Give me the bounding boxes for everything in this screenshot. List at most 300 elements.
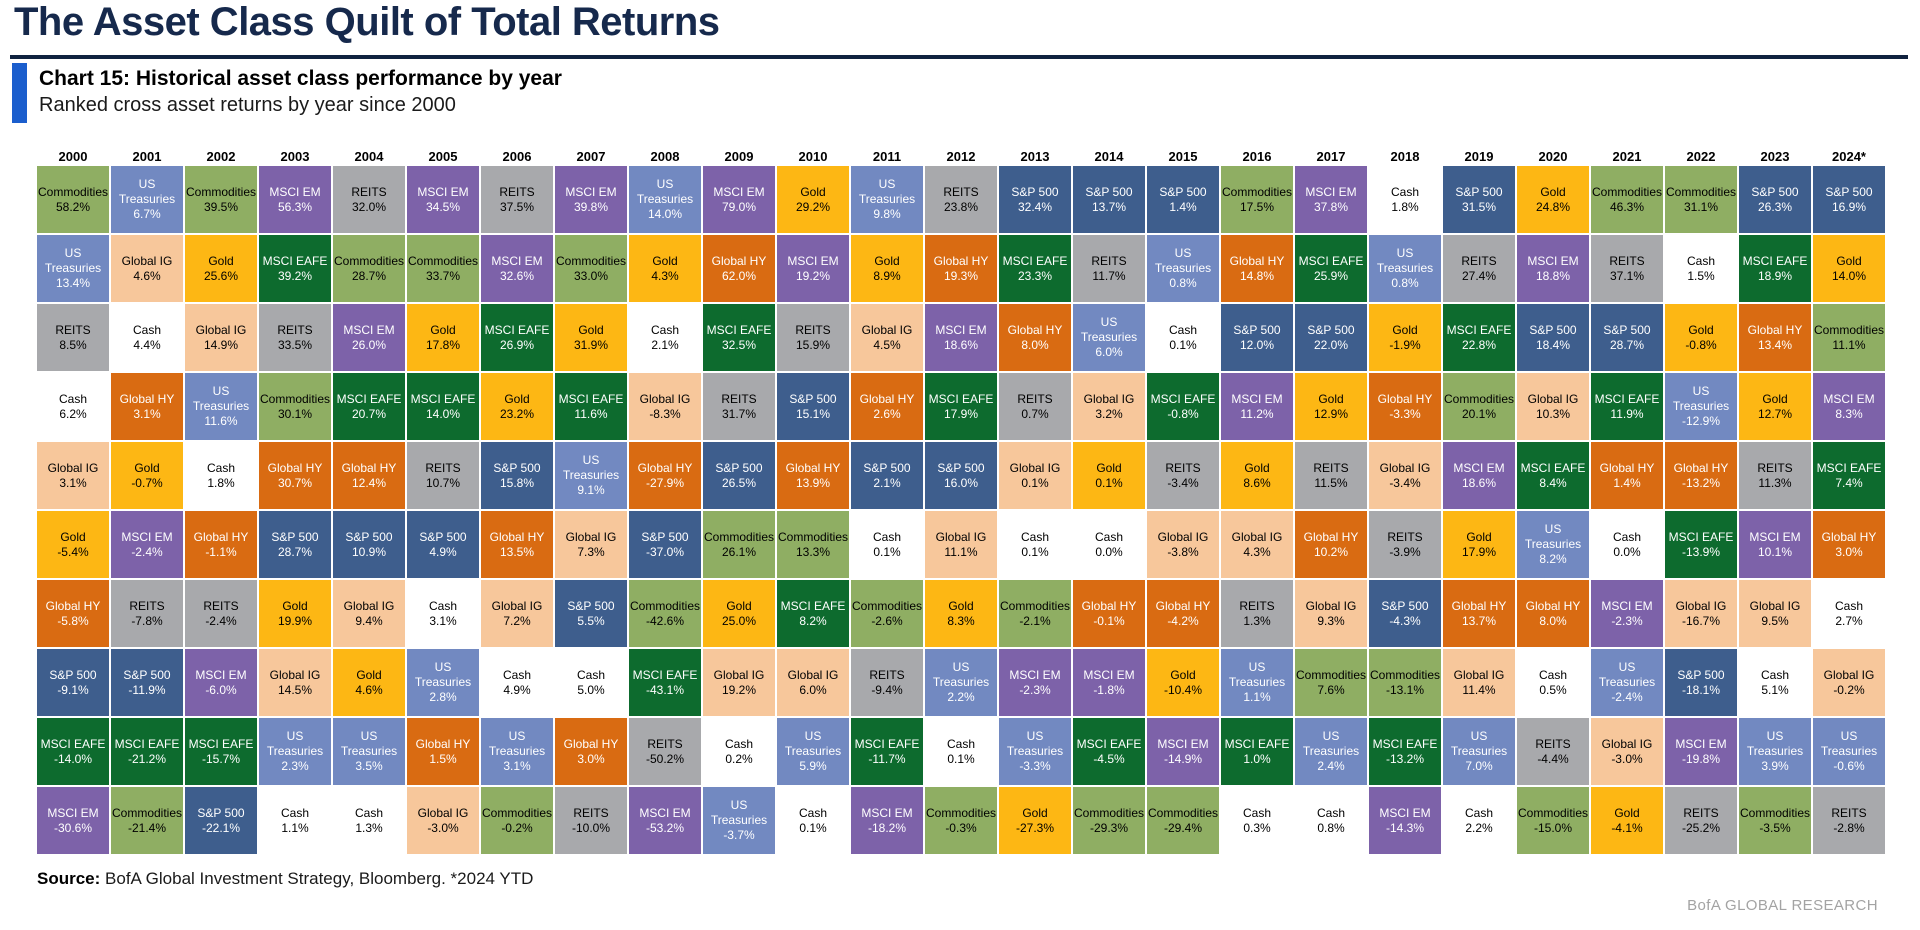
asset-name: Commodities [1443,391,1515,406]
asset-return: 10.9% [351,544,387,559]
asset-name: MSCI EAFE [1298,253,1364,268]
year-label: 2007 [576,149,606,164]
year-label: 2020 [1538,149,1568,164]
quilt-cell [999,787,1071,854]
asset-return: 23.2% [499,406,535,421]
asset-name: Commodities [185,184,257,199]
asset-return: -2.4% [131,544,163,559]
asset-return: -4.5% [1093,751,1125,766]
asset-name: MSCI EAFE [1002,253,1068,268]
asset-name: Global IG [1823,667,1875,682]
quilt-cell [407,373,479,440]
quilt-cell [851,649,923,716]
asset-name: Global IG [417,805,469,820]
asset-return: 18.9% [1757,268,1793,283]
asset-name: US Treasuries [44,246,102,275]
asset-return: -1.1% [205,544,237,559]
asset-return: 32.5% [721,337,757,352]
asset-return: 9.3% [1317,613,1345,628]
asset-return: -7.8% [131,613,163,628]
asset-return: 31.1% [1683,199,1719,214]
asset-name: Gold [356,667,382,682]
asset-name: S&P 500 [863,460,911,475]
quilt-cell [1739,166,1811,233]
asset-name: Gold [1614,805,1640,820]
quilt-cell [777,718,849,785]
asset-name: Commodities [1591,184,1663,199]
asset-return: -2.4% [205,613,237,628]
asset-name: Cash [206,460,235,475]
quilt-cell [851,235,923,302]
asset-name: Global IG [1453,667,1505,682]
asset-name: US Treasuries [784,729,842,758]
asset-name: Gold [1688,322,1714,337]
asset-name: S&P 500 [1603,322,1651,337]
asset-return: 11.4% [1462,682,1496,697]
asset-name: REITS [425,460,461,475]
quilt-cell [1517,649,1589,716]
year-label: 2015 [1168,149,1198,164]
asset-name: S&P 500 [1455,184,1503,199]
asset-name: S&P 500 [1233,322,1281,337]
asset-return: -5.4% [57,544,89,559]
asset-name: S&P 500 [271,529,319,544]
asset-name: REITS [869,667,905,682]
year-label: 2014 [1094,149,1124,164]
asset-name: Cash [1242,805,1271,820]
asset-name: MSCI EM [343,322,395,337]
asset-name: Commodities [1073,805,1145,820]
quilt-cell [1517,235,1589,302]
asset-name: REITS [129,598,165,613]
quilt-cell [259,649,331,716]
quilt-cell [185,718,257,785]
asset-name: Commodities [1147,805,1219,820]
asset-return: 5.0% [577,682,605,697]
year-label: 2001 [132,149,162,164]
asset-name: MSCI EM [1527,253,1579,268]
asset-return: -13.1% [1385,682,1425,697]
asset-name: Commodities [999,598,1071,613]
asset-return: 37.5% [499,199,535,214]
asset-return: -2.3% [1019,682,1051,697]
asset-name: Cash [1020,529,1049,544]
asset-name: Gold [1540,184,1566,199]
quilt-cell [1443,580,1515,647]
asset-return: 24.8% [1535,199,1571,214]
quilt-cell [925,235,997,302]
asset-return: -0.6% [1833,759,1865,773]
asset-return: 5.1% [1761,682,1789,697]
asset-name: Cash [1390,184,1419,199]
quilt-cell [851,304,923,371]
asset-name: Global HY [1303,529,1359,544]
asset-name: Global HY [341,460,397,475]
asset-return: 14.9% [203,337,239,352]
asset-name: S&P 500 [1307,322,1355,337]
quilt-cell [1665,304,1737,371]
asset-name: Cash [946,736,975,751]
asset-return: 32.4% [1017,199,1053,214]
quilt-cell [703,787,775,854]
quilt-cell [851,718,923,785]
quilt-cell [629,304,701,371]
quilt-cell [1147,235,1219,302]
quilt-cell [333,787,405,854]
asset-return: 46.3% [1609,199,1645,214]
quilt-cell [999,235,1071,302]
quilt-cell [1443,718,1515,785]
asset-return: 0.7% [1021,406,1049,421]
asset-return: 0.1% [1021,544,1049,559]
asset-name: Global HY [1081,598,1137,613]
asset-return: 15.1% [795,406,831,421]
asset-return: 4.3% [1243,544,1271,559]
asset-return: -27.9% [645,475,685,490]
asset-name: MSCI EAFE [188,736,254,751]
quilt-cell [407,442,479,509]
asset-return: 0.8% [1169,276,1197,290]
asset-return: 16.9% [1831,199,1867,214]
chart-header [12,63,562,123]
asset-return: 19.3% [943,268,979,283]
quilt-cell [1295,787,1367,854]
asset-name: S&P 500 [1011,184,1059,199]
asset-return: 19.2% [721,682,757,697]
asset-name: REITS [1535,736,1571,751]
asset-name: US Treasuries [932,660,990,689]
asset-return: 2.1% [651,337,679,352]
quilt-cell [777,166,849,233]
asset-name: REITS [1017,391,1053,406]
asset-name: Global IG [47,460,99,475]
asset-name: Cash [576,667,605,682]
asset-name: US Treasuries [192,384,250,413]
asset-name: Cash [650,322,679,337]
asset-name: US Treasuries [1154,246,1212,275]
quilt-cell [1073,166,1145,233]
asset-name: Gold [1022,805,1048,820]
asset-name: S&P 500 [1381,598,1429,613]
asset-name: Global IG [1231,529,1283,544]
quilt-cell [703,580,775,647]
quilt-cell [1665,373,1737,440]
quilt-cell [1443,304,1515,371]
asset-return: 12.7% [1757,406,1793,421]
quilt-cell [851,166,923,233]
asset-name: REITS [1609,253,1645,268]
asset-name: US Treasuries [1006,729,1064,758]
asset-return: -4.2% [1167,613,1199,628]
asset-return: -3.3% [1389,406,1421,421]
quilt-cell [703,649,775,716]
asset-name: MSCI EM [1379,805,1431,820]
year-label: 2013 [1020,149,1050,164]
asset-return: 5.9% [799,759,827,773]
asset-name: Commodities [1739,805,1811,820]
quilt-cell [1813,235,1885,302]
quilt-cell [851,442,923,509]
asset-name: REITS [647,736,683,751]
quilt-cell [407,166,479,233]
quilt-cell [925,649,997,716]
asset-return: 30.7% [277,475,313,490]
quilt-cell [777,511,849,578]
asset-return: 2.6% [873,406,901,421]
asset-return: 3.1% [133,406,161,421]
quilt-cell [555,304,627,371]
asset-return: -21.4% [127,820,167,835]
asset-name: Global HY [415,736,471,751]
asset-name: MSCI EM [713,184,765,199]
asset-name: Commodities [851,598,923,613]
quilt-cell [37,166,109,233]
asset-return: 10.3% [1535,406,1571,421]
asset-name: MSCI EM [491,253,543,268]
quilt-cell [407,304,479,371]
asset-return: 33.0% [573,268,609,283]
quilt-cell [925,787,997,854]
asset-name: REITS [943,184,979,199]
quilt-cell [37,235,109,302]
asset-return: 22.0% [1313,337,1349,352]
asset-return: 26.0% [351,337,387,352]
asset-name: Global IG [1527,391,1579,406]
quilt-cell [1517,166,1589,233]
quilt-cell [37,649,109,716]
asset-return: -6.0% [205,682,237,697]
asset-name: MSCI EAFE [928,391,994,406]
asset-return: 2.8% [429,690,457,704]
asset-return: -3.0% [1611,751,1643,766]
quilt-cell [629,442,701,509]
source-text: BofA Global Investment Strategy, Bloomberg. *2024 YTD [100,869,534,888]
quilt-cell [777,373,849,440]
asset-return: 10.7% [425,475,461,490]
quilt-cell [1813,718,1885,785]
asset-name: Cash [1464,805,1493,820]
asset-name: Gold [578,322,604,337]
quilt-cell [37,511,109,578]
asset-name: Gold [948,598,974,613]
asset-name: REITS [795,322,831,337]
asset-name: US Treasuries [118,177,176,206]
quilt-cell [1147,787,1219,854]
asset-name: US Treasuries [1672,384,1730,413]
asset-return: -9.4% [871,682,903,697]
quilt-cell [1813,304,1885,371]
quilt-cell [1813,580,1885,647]
quilt-cell [555,580,627,647]
asset-name: Gold [430,322,456,337]
asset-return: -15.0% [1533,820,1573,835]
asset-return: -19.8% [1681,751,1721,766]
asset-name: MSCI EAFE [1668,529,1734,544]
asset-return: 56.3% [277,199,313,214]
quilt-cell [851,787,923,854]
asset-name: Commodities [1665,184,1737,199]
quilt-cell [1665,787,1737,854]
asset-name: REITS [573,805,609,820]
asset-return: -53.2% [645,820,685,835]
asset-name: Global IG [1601,736,1653,751]
quilt-cell [1665,649,1737,716]
quilt-cell [259,442,331,509]
asset-name: Cash [1834,598,1863,613]
asset-name: Commodities [1369,667,1441,682]
quilt-cell [1369,580,1441,647]
asset-return: 11.6% [204,414,238,428]
quilt-cell [851,580,923,647]
chart-label: Chart 15: Historical asset class performance by year [39,67,562,90]
asset-name: US Treasuries [1524,522,1582,551]
quilt-cell [1739,649,1811,716]
asset-name: Global IG [1083,391,1135,406]
asset-return: -3.4% [1167,475,1199,490]
asset-return: 1.4% [1169,199,1197,214]
asset-name: REITS [499,184,535,199]
asset-return: 4.9% [503,682,531,697]
quilt-cell [629,373,701,440]
asset-name: MSCI EM [1305,184,1357,199]
asset-return: 6.0% [799,682,827,697]
quilt-cell [1517,304,1589,371]
asset-name: S&P 500 [1825,184,1873,199]
asset-return: 26.5% [721,475,757,490]
asset-return: 8.3% [947,613,975,628]
asset-return: 10.1% [1757,544,1793,559]
asset-return: -14.3% [1385,820,1425,835]
asset-name: Global HY [489,529,545,544]
year-label: 2002 [206,149,236,164]
quilt-cell [111,787,183,854]
asset-name: S&P 500 [1677,667,1725,682]
asset-name: Gold [208,253,234,268]
asset-return: 8.6% [1243,475,1271,490]
asset-name: Global IG [713,667,765,682]
asset-return: -16.7% [1681,613,1721,628]
quilt-cell [629,580,701,647]
quilt-cell [777,649,849,716]
asset-name: Global IG [787,667,839,682]
asset-name: REITS [1757,460,1793,475]
quilt-cell [1813,649,1885,716]
asset-return: 33.7% [425,268,461,283]
quilt-cell [37,373,109,440]
asset-return: 1.3% [1243,613,1271,628]
year-label: 2010 [798,149,828,164]
asset-name: Cash [1538,667,1567,682]
quilt-cell [999,649,1071,716]
asset-name: REITS [1387,529,1423,544]
asset-return: 8.4% [1539,475,1567,490]
quilt-cell [407,787,479,854]
quilt-cell [259,235,331,302]
asset-name: Gold [504,391,530,406]
asset-name: S&P 500 [197,805,245,820]
asset-return: -13.2% [1681,475,1721,490]
asset-return: 58.2% [55,199,91,214]
asset-return: 16.0% [943,475,979,490]
asset-return: 1.5% [429,751,457,766]
asset-return: 13.5% [499,544,535,559]
asset-name: Cash [502,667,531,682]
quilt-cell [1221,511,1293,578]
asset-name: S&P 500 [123,667,171,682]
quilt-cell [333,166,405,233]
quilt-cell [1221,787,1293,854]
asset-name: MSCI EM [1823,391,1875,406]
asset-name: US Treasuries [488,729,546,758]
quilt-cell [1591,511,1663,578]
asset-name: Global IG [1157,529,1209,544]
quilt-cell [925,304,997,371]
quilt-cell [1221,442,1293,509]
quilt-cell [1073,304,1145,371]
quilt-cell [555,373,627,440]
quilt-cell [481,580,553,647]
quilt-cell [1221,235,1293,302]
asset-name: US Treasuries [1598,660,1656,689]
quilt-cell [37,787,109,854]
quilt-cell [1369,649,1441,716]
asset-return: 19.9% [277,613,313,628]
asset-name: Gold [726,598,752,613]
year-label: 2009 [724,149,754,164]
quilt-cell [333,649,405,716]
asset-return: 28.7% [277,544,313,559]
quilt-cell [259,304,331,371]
asset-return: 0.1% [947,751,975,766]
asset-name: MSCI EM [1083,667,1135,682]
asset-return: -15.7% [201,751,241,766]
quilt-cell [111,511,183,578]
asset-name: US Treasuries [858,177,916,206]
asset-return: 7.4% [1835,475,1863,490]
asset-return: -3.4% [1389,475,1421,490]
asset-return: 8.2% [1539,552,1567,566]
asset-name: S&P 500 [1529,322,1577,337]
asset-return: -0.8% [1167,406,1199,421]
asset-return: 4.5% [873,337,901,352]
asset-name: Commodities [555,253,627,268]
title-divider [10,55,1908,59]
quilt-cell [555,787,627,854]
asset-return: 39.5% [203,199,239,214]
quilt-cell [1517,511,1589,578]
quilt-cell [1073,511,1145,578]
quilt-cell [1147,304,1219,371]
quilt-cell [1665,166,1737,233]
asset-name: Cash [798,805,827,820]
asset-return: 4.3% [651,268,679,283]
asset-return: -5.8% [57,613,89,628]
quilt-cell [777,787,849,854]
quilt-cell [1591,787,1663,854]
asset-name: Gold [1170,667,1196,682]
asset-return: 0.0% [1095,544,1123,559]
asset-return: 31.9% [573,337,609,352]
asset-name: Cash [1612,529,1641,544]
quilt-cell [1665,511,1737,578]
asset-return: 26.3% [1757,199,1793,214]
year-label: 2006 [502,149,532,164]
asset-return: 13.3% [795,544,831,559]
asset-return: 11.1% [944,544,978,559]
asset-name: Global IG [861,322,913,337]
asset-return: 9.4% [355,613,383,628]
asset-return: 39.8% [573,199,609,214]
